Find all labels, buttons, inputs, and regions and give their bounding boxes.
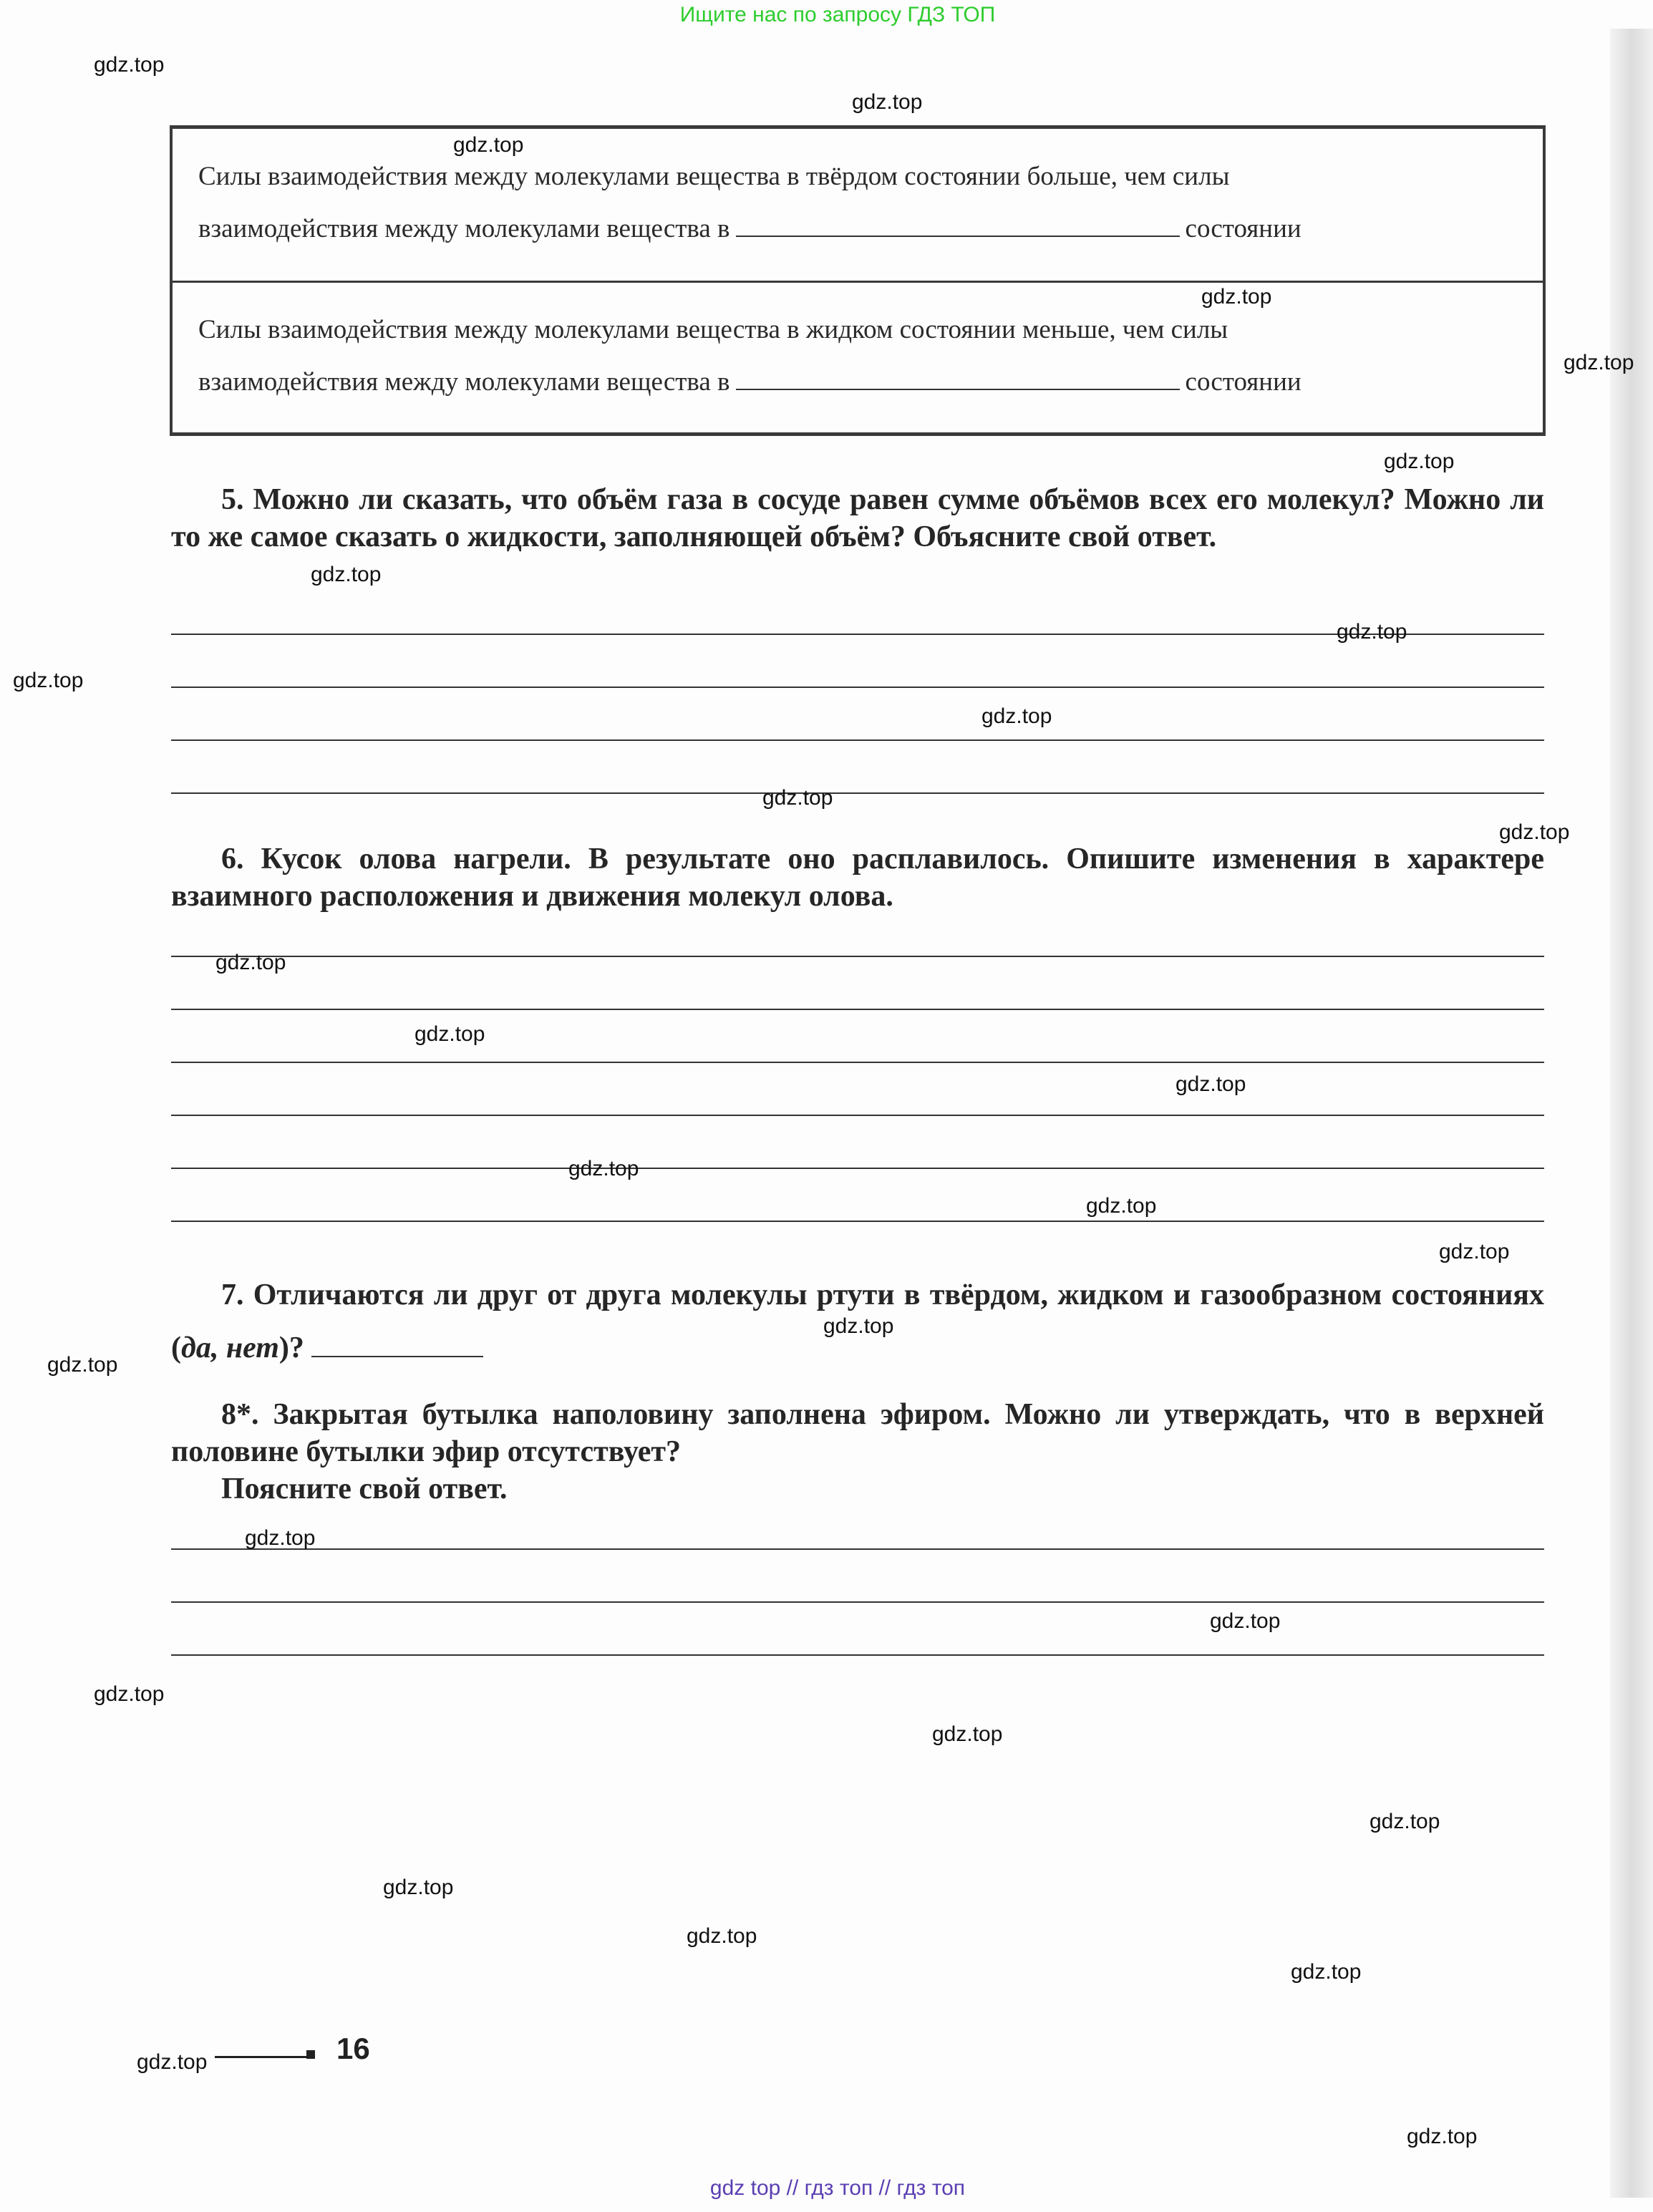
watermark: gdz.top: [137, 2050, 208, 2074]
watermark: gdz.top: [687, 1924, 757, 1948]
watermark: gdz.top: [215, 951, 286, 974]
answer-options: да, нет: [181, 1331, 279, 1364]
answer-line[interactable]: [171, 1009, 1544, 1010]
row-text: Силы взаимодействия между молекулами вещества в жидком состоянии меньше, чем силы: [198, 315, 1228, 344]
answer-line[interactable]: [171, 1654, 1544, 1656]
row-text: Силы взаимодействия между молекулами вещества в твёрдом состоянии больше, чем силы: [198, 162, 1230, 191]
question-6: [171, 840, 1544, 915]
watermark: gdz.top: [1086, 1194, 1157, 1218]
question-text-end: )?: [278, 1331, 304, 1364]
page-number-marker: [306, 2050, 315, 2059]
table-divider: [173, 281, 1543, 283]
question-text: Можно ли сказать, что объём газа в сосуде равен сумме объёмов всех его молекул? Можно ли то же самое сказать о жидкости, заполняющей объём? Объясните свой ответ.: [171, 483, 1544, 553]
watermark: gdz.top: [823, 1314, 894, 1338]
answer-line[interactable]: [171, 956, 1544, 957]
watermark: gdz.top: [932, 1722, 1003, 1746]
answer-line[interactable]: [171, 1221, 1544, 1222]
row-text-line2: [198, 356, 1435, 408]
watermark: gdz.top: [13, 669, 84, 692]
short-answer-blank[interactable]: [311, 1331, 483, 1357]
watermark: gdz.top: [94, 1682, 165, 1706]
row-text-start: взаимодействия между молекулами вещества в: [198, 214, 730, 243]
watermark: gdz.top: [383, 1876, 454, 1899]
fill-blank[interactable]: [736, 367, 1180, 390]
question-8-prompt: Поясните свой ответ.: [221, 1473, 508, 1505]
watermark: gdz.top: [1201, 285, 1272, 309]
watermark: gdz.top: [1384, 450, 1455, 473]
answer-line[interactable]: [171, 1601, 1544, 1603]
watermark: gdz.top: [1370, 1810, 1440, 1833]
watermark: gdz.top: [415, 1022, 485, 1046]
row-text-start: взаимодействия между молекулами вещества в: [198, 367, 730, 397]
page-number: 16: [336, 2032, 370, 2065]
watermark: gdz.top: [762, 786, 833, 810]
header-banner[interactable]: Ищите нас по запросу ГДЗ ТОП: [679, 3, 996, 26]
watermark: gdz.top: [1175, 1072, 1246, 1096]
watermark: gdz.top: [1291, 1960, 1362, 1984]
answer-line[interactable]: [171, 1115, 1544, 1116]
answer-line[interactable]: [171, 739, 1544, 741]
question-8: [171, 1396, 1544, 1470]
question-number: 7.: [221, 1279, 244, 1311]
watermark: gdz.top: [1439, 1240, 1510, 1263]
watermark: gdz.top: [47, 1353, 118, 1377]
table-row-liquid: [198, 304, 1435, 408]
question-text: Кусок олова нагрели. В результате оно расплавилось. Опишите изменения в характере взаимного расположения и движения молекул олова.: [171, 843, 1544, 913]
answer-line[interactable]: [171, 1548, 1544, 1550]
comparison-table: [170, 125, 1546, 436]
question-text: Отличаются ли друг от друга молекулы ртути в твёрдом, жидком и газообразном состояниях (: [171, 1279, 1544, 1364]
watermark: gdz.top: [94, 53, 165, 77]
answer-line[interactable]: [171, 1168, 1544, 1169]
answer-line[interactable]: [171, 792, 1544, 794]
answer-line[interactable]: [171, 687, 1544, 688]
question-number: 5.: [221, 483, 244, 516]
question-text: Закрытая бутылка наполовину заполнена эфиром. Можно ли утверждать, что в верхней половине бутылки эфир отсутствует?: [171, 1398, 1544, 1468]
page-number-rule: [215, 2056, 306, 2058]
watermark: gdz.top: [1564, 351, 1634, 374]
row-text-line2: [198, 203, 1435, 255]
question-number: 8*.: [221, 1398, 259, 1431]
watermark: gdz.top: [1210, 1609, 1281, 1633]
watermark: gdz.top: [568, 1157, 639, 1180]
fill-blank[interactable]: [736, 214, 1180, 237]
question-number: 6.: [221, 843, 244, 875]
watermark: gdz.top: [453, 133, 524, 157]
watermark: gdz.top: [311, 563, 382, 586]
answer-line[interactable]: [171, 1062, 1544, 1063]
watermark: gdz.top: [852, 90, 923, 114]
watermark: gdz.top: [1499, 820, 1570, 844]
row-text-end: состоянии: [1185, 214, 1301, 243]
question-5: [171, 481, 1544, 556]
watermark: gdz.top: [1407, 2125, 1478, 2148]
footer-banner[interactable]: gdz top // гдз топ // гдз топ: [709, 2176, 966, 2200]
row-text-end: состоянии: [1185, 367, 1301, 397]
watermark: gdz.top: [1337, 620, 1407, 644]
table-row-solid: [198, 150, 1435, 255]
watermark: gdz.top: [981, 704, 1052, 728]
watermark: gdz.top: [245, 1526, 316, 1550]
